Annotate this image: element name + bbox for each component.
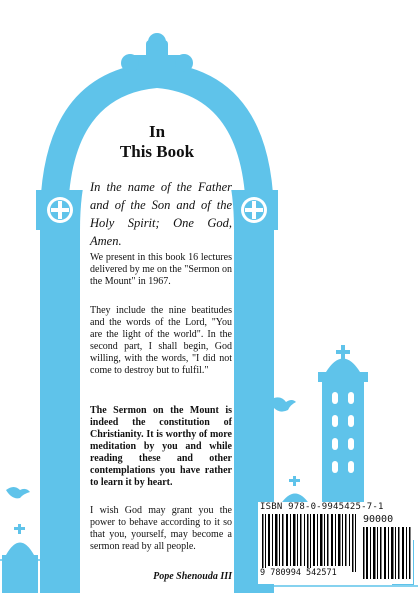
- author-signature: Pope Shenouda III: [153, 571, 232, 582]
- paragraph-constitution: The Sermon on the Mount is indeed the constitution of Christianity. It is worthy of more meditation by you and while reading these and other contemplations you have rather to learn it by heart.: [90, 405, 232, 488]
- title-line-2: This Book: [119, 142, 195, 161]
- paragraph-intro: We present in this book 16 lectures delivered by me on the "Sermon on the Mount" in 1967.: [90, 252, 232, 287]
- barcode-bars: [260, 514, 360, 572]
- isbn-label: ISBN 978-0-9945425-7-1: [260, 502, 384, 512]
- invocation-text: In the name of the Father and of the Son and of the Holy Spirit; One God, Amen.: [90, 180, 232, 248]
- barcode-number: 9 780994 542571: [260, 568, 337, 578]
- section-title: [80, 122, 234, 162]
- price-code: 90000: [363, 514, 394, 525]
- paragraph-contents: They include the nine beatitudes and the words of the Lord, "You are the light of the world". In the second part, I shall begin, God willing, with the words, "I did not come to destroy but to fulfil.": [90, 305, 232, 376]
- paragraph-wish: I wish God may grant you the power to behave according to it so that you, yourself, may become a sermon read by all people.: [90, 505, 232, 552]
- addon-barcode-bars: [362, 527, 412, 579]
- barcode-block: [258, 502, 413, 584]
- title-line-1: In: [148, 122, 166, 141]
